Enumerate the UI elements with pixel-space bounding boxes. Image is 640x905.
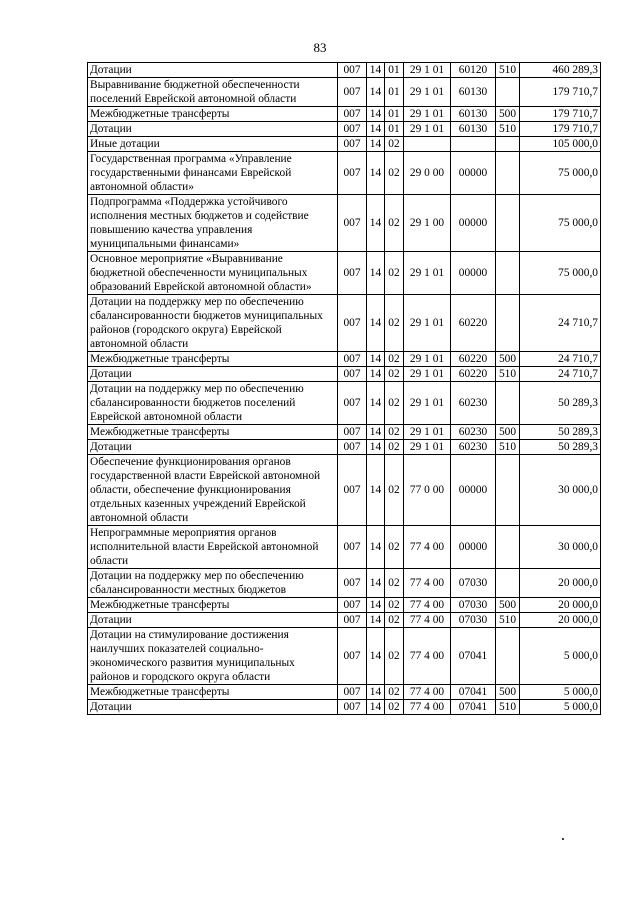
row-subsection-code: 02	[385, 628, 404, 685]
row-gr-code: 007	[338, 382, 367, 425]
row-subsection-code: 01	[385, 107, 404, 122]
row-name: Государственная программа «Управление государственными финансами Еврейской автономной области»	[88, 152, 338, 195]
row-subsection-code: 02	[385, 440, 404, 455]
table-row	[88, 295, 601, 352]
row-program-code: 29 1 01	[404, 122, 451, 137]
row-program-code: 29 1 01	[404, 295, 451, 352]
table-row	[88, 628, 601, 685]
row-expense-type-code	[496, 295, 520, 352]
row-expense-type-code	[496, 78, 520, 107]
row-subsection-code: 02	[385, 382, 404, 425]
row-direction-code	[451, 137, 496, 152]
row-program-code: 77 4 00	[404, 613, 451, 628]
table-row	[88, 152, 601, 195]
row-direction-code: 07030	[451, 598, 496, 613]
row-gr-code: 007	[338, 700, 367, 715]
row-direction-code: 60220	[451, 352, 496, 367]
row-direction-code: 60230	[451, 425, 496, 440]
row-section-code: 14	[367, 107, 385, 122]
row-subsection-code: 02	[385, 700, 404, 715]
row-program-code: 77 4 00	[404, 628, 451, 685]
row-sum: 179 710,7	[520, 78, 601, 107]
row-program-code: 29 1 01	[404, 382, 451, 425]
row-direction-code: 60130	[451, 122, 496, 137]
row-section-code: 14	[367, 137, 385, 152]
row-gr-code: 007	[338, 455, 367, 526]
row-expense-type-code: 510	[496, 700, 520, 715]
row-gr-code: 007	[338, 137, 367, 152]
row-subsection-code: 02	[385, 598, 404, 613]
row-subsection-code: 02	[385, 526, 404, 569]
table-row	[88, 352, 601, 367]
row-direction-code: 00000	[451, 455, 496, 526]
row-subsection-code: 01	[385, 78, 404, 107]
row-name: Дотации	[88, 440, 338, 455]
table-row	[88, 440, 601, 455]
row-expense-type-code: 500	[496, 685, 520, 700]
row-sum: 50 289,3	[520, 425, 601, 440]
row-program-code: 29 1 01	[404, 425, 451, 440]
row-expense-type-code: 500	[496, 352, 520, 367]
budget-table	[87, 62, 601, 715]
row-section-code: 14	[367, 152, 385, 195]
row-direction-code: 07041	[451, 685, 496, 700]
row-name: Дотации на поддержку мер по обеспечению сбалансированности бюджетов поселений Еврейской автономной области	[88, 382, 338, 425]
row-direction-code: 07041	[451, 628, 496, 685]
row-sum: 50 289,3	[520, 382, 601, 425]
row-sum: 105 000,0	[520, 137, 601, 152]
row-sum: 179 710,7	[520, 107, 601, 122]
row-program-code: 77 0 00	[404, 455, 451, 526]
row-program-code: 77 4 00	[404, 569, 451, 598]
row-gr-code: 007	[338, 425, 367, 440]
row-direction-code: 00000	[451, 195, 496, 252]
row-name: Дотации на поддержку мер по обеспечению сбалансированности местных бюджетов	[88, 569, 338, 598]
row-direction-code: 07030	[451, 569, 496, 598]
row-gr-code: 007	[338, 440, 367, 455]
row-sum: 75 000,0	[520, 195, 601, 252]
row-name: Дотации на стимулирование достижения наилучших показателей социально-экономического развития муниципальных районов и городского округа области	[88, 628, 338, 685]
row-gr-code: 007	[338, 628, 367, 685]
row-program-code: 29 1 01	[404, 252, 451, 295]
row-expense-type-code: 500	[496, 107, 520, 122]
row-direction-code: 60220	[451, 295, 496, 352]
row-sum: 30 000,0	[520, 526, 601, 569]
row-direction-code: 60230	[451, 382, 496, 425]
row-program-code: 29 1 00	[404, 195, 451, 252]
table-row	[88, 137, 601, 152]
row-name: Основное мероприятие «Выравнивание бюджетной обеспеченности муниципальных образований Еврейской автономной области»	[88, 252, 338, 295]
table-row	[88, 78, 601, 107]
row-direction-code: 60120	[451, 63, 496, 78]
table-row	[88, 122, 601, 137]
row-name: Непрограммные мероприятия органов исполнительной власти Еврейской автономной области	[88, 526, 338, 569]
row-subsection-code: 02	[385, 455, 404, 526]
page-number: 83	[313, 40, 327, 55]
row-gr-code: 007	[338, 195, 367, 252]
table-row	[88, 598, 601, 613]
row-section-code: 14	[367, 700, 385, 715]
row-sum: 5 000,0	[520, 628, 601, 685]
page-mark	[562, 838, 564, 840]
row-subsection-code: 01	[385, 63, 404, 78]
row-expense-type-code	[496, 137, 520, 152]
row-name: Дотации	[88, 700, 338, 715]
row-section-code: 14	[367, 425, 385, 440]
row-gr-code: 007	[338, 685, 367, 700]
table-row	[88, 526, 601, 569]
row-expense-type-code: 510	[496, 122, 520, 137]
row-program-code: 29 1 01	[404, 78, 451, 107]
row-direction-code: 07030	[451, 613, 496, 628]
row-program-code: 77 4 00	[404, 526, 451, 569]
row-section-code: 14	[367, 252, 385, 295]
row-expense-type-code	[496, 252, 520, 295]
row-section-code: 14	[367, 367, 385, 382]
row-name: Межбюджетные трансферты	[88, 425, 338, 440]
row-sum: 179 710,7	[520, 122, 601, 137]
row-name: Дотации	[88, 122, 338, 137]
row-expense-type-code	[496, 455, 520, 526]
row-subsection-code: 02	[385, 367, 404, 382]
table-row	[88, 382, 601, 425]
row-subsection-code: 02	[385, 195, 404, 252]
row-program-code: 29 1 01	[404, 440, 451, 455]
row-direction-code: 60220	[451, 367, 496, 382]
row-name: Иные дотации	[88, 137, 338, 152]
row-gr-code: 007	[338, 598, 367, 613]
row-gr-code: 007	[338, 569, 367, 598]
row-program-code	[404, 137, 451, 152]
row-name: Межбюджетные трансферты	[88, 352, 338, 367]
table-row	[88, 63, 601, 78]
row-subsection-code: 01	[385, 122, 404, 137]
row-expense-type-code: 510	[496, 440, 520, 455]
row-section-code: 14	[367, 598, 385, 613]
row-name: Межбюджетные трансферты	[88, 107, 338, 122]
table-row	[88, 195, 601, 252]
row-subsection-code: 02	[385, 685, 404, 700]
row-gr-code: 007	[338, 295, 367, 352]
row-subsection-code: 02	[385, 137, 404, 152]
row-program-code: 29 0 00	[404, 152, 451, 195]
row-gr-code: 007	[338, 122, 367, 137]
row-name: Выравнивание бюджетной обеспеченности поселений Еврейской автономной области	[88, 78, 338, 107]
row-program-code: 29 1 01	[404, 352, 451, 367]
table-row	[88, 685, 601, 700]
row-section-code: 14	[367, 569, 385, 598]
row-gr-code: 007	[338, 613, 367, 628]
row-program-code: 77 4 00	[404, 700, 451, 715]
row-expense-type-code	[496, 628, 520, 685]
row-sum: 75 000,0	[520, 252, 601, 295]
row-gr-code: 007	[338, 252, 367, 295]
row-subsection-code: 02	[385, 352, 404, 367]
row-sum: 30 000,0	[520, 455, 601, 526]
row-direction-code: 00000	[451, 152, 496, 195]
row-program-code: 29 1 01	[404, 63, 451, 78]
row-expense-type-code	[496, 152, 520, 195]
table-row	[88, 252, 601, 295]
row-gr-code: 007	[338, 78, 367, 107]
row-section-code: 14	[367, 382, 385, 425]
row-name: Дотации на поддержку мер по обеспечению сбалансированности бюджетов муниципальных районов (городского округа) Еврейской автономной области	[88, 295, 338, 352]
row-subsection-code: 02	[385, 295, 404, 352]
row-section-code: 14	[367, 685, 385, 700]
table-row	[88, 613, 601, 628]
row-section-code: 14	[367, 78, 385, 107]
row-name: Дотации	[88, 63, 338, 78]
row-expense-type-code	[496, 195, 520, 252]
row-sum: 20 000,0	[520, 613, 601, 628]
row-sum: 50 289,3	[520, 440, 601, 455]
row-section-code: 14	[367, 526, 385, 569]
row-section-code: 14	[367, 195, 385, 252]
row-expense-type-code: 500	[496, 598, 520, 613]
row-program-code: 77 4 00	[404, 598, 451, 613]
row-sum: 5 000,0	[520, 685, 601, 700]
row-program-code: 29 1 01	[404, 107, 451, 122]
table-row	[88, 425, 601, 440]
row-subsection-code: 02	[385, 252, 404, 295]
table-row	[88, 367, 601, 382]
row-sum: 24 710,7	[520, 367, 601, 382]
row-section-code: 14	[367, 628, 385, 685]
row-direction-code: 00000	[451, 526, 496, 569]
row-gr-code: 007	[338, 352, 367, 367]
row-direction-code: 07041	[451, 700, 496, 715]
row-name: Дотации	[88, 613, 338, 628]
row-sum: 20 000,0	[520, 569, 601, 598]
row-gr-code: 007	[338, 367, 367, 382]
row-expense-type-code: 510	[496, 63, 520, 78]
row-program-code: 77 4 00	[404, 685, 451, 700]
row-name: Межбюджетные трансферты	[88, 598, 338, 613]
row-expense-type-code	[496, 382, 520, 425]
row-direction-code: 00000	[451, 252, 496, 295]
table-row	[88, 700, 601, 715]
row-sum: 5 000,0	[520, 700, 601, 715]
row-expense-type-code	[496, 569, 520, 598]
row-name: Межбюджетные трансферты	[88, 685, 338, 700]
row-name: Подпрограмма «Поддержка устойчивого исполнения местных бюджетов и содействие повышению качества управления муниципальными финансами»	[88, 195, 338, 252]
row-expense-type-code: 500	[496, 425, 520, 440]
row-section-code: 14	[367, 455, 385, 526]
row-sum: 24 710,7	[520, 295, 601, 352]
row-subsection-code: 02	[385, 425, 404, 440]
row-name: Обеспечение функционирования органов государственной власти Еврейской автономной области, обеспечение функционирования отдельных казенных учреждений Еврейской автономной области	[88, 455, 338, 526]
row-section-code: 14	[367, 63, 385, 78]
row-subsection-code: 02	[385, 613, 404, 628]
table-row	[88, 569, 601, 598]
row-program-code: 29 1 01	[404, 367, 451, 382]
row-gr-code: 007	[338, 152, 367, 195]
row-subsection-code: 02	[385, 152, 404, 195]
row-section-code: 14	[367, 295, 385, 352]
row-section-code: 14	[367, 440, 385, 455]
row-section-code: 14	[367, 613, 385, 628]
row-gr-code: 007	[338, 63, 367, 78]
row-direction-code: 60230	[451, 440, 496, 455]
budget-table-body	[88, 63, 601, 715]
row-sum: 20 000,0	[520, 598, 601, 613]
row-sum: 460 289,3	[520, 63, 601, 78]
row-sum: 75 000,0	[520, 152, 601, 195]
row-gr-code: 007	[338, 107, 367, 122]
row-section-code: 14	[367, 352, 385, 367]
row-direction-code: 60130	[451, 107, 496, 122]
table-row	[88, 455, 601, 526]
row-direction-code: 60130	[451, 78, 496, 107]
row-gr-code: 007	[338, 526, 367, 569]
row-expense-type-code: 510	[496, 367, 520, 382]
row-sum: 24 710,7	[520, 352, 601, 367]
row-section-code: 14	[367, 122, 385, 137]
row-name: Дотации	[88, 367, 338, 382]
row-subsection-code: 02	[385, 569, 404, 598]
table-row	[88, 107, 601, 122]
row-expense-type-code	[496, 526, 520, 569]
row-expense-type-code: 510	[496, 613, 520, 628]
